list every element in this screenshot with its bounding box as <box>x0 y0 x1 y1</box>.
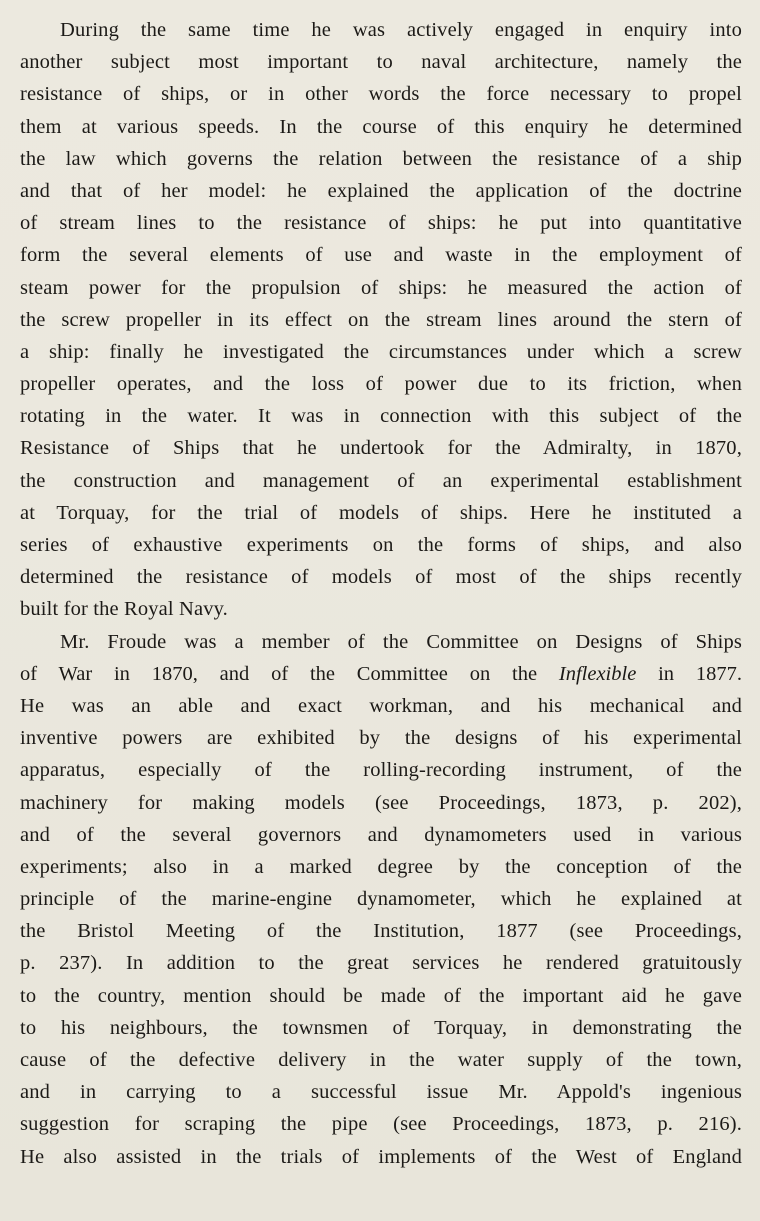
text-line: principle of the marine-engine dynamometer, which he explained at <box>20 888 742 911</box>
text-line: machinery for making models (see Proceedings, 1873, p. 202), <box>20 791 742 814</box>
text-line: a ship: finally he investigated the circumstances under which a screw <box>20 340 742 363</box>
text-line: He was an able and exact workman, and his mechanical and <box>20 694 742 717</box>
text-line: apparatus, especially of the rolling-recording instrument, of the <box>20 759 742 782</box>
text-line: the law which governs the relation between the resistance of a ship <box>20 147 742 170</box>
text-line: and in carrying to a successful issue Mr. Appold's ingenious <box>20 1081 742 1104</box>
text-line: determined the resistance of models of most of the ships recently <box>20 566 742 589</box>
text-line: and that of her model: he explained the application of the doctrine <box>20 179 742 202</box>
text-line: Mr. Froude was a member of the Committee on Designs of Ships <box>60 630 742 653</box>
text-line: rotating in the water. It was in connection with this subject of the <box>20 405 742 428</box>
text-line: the Bristol Meeting of the Institution, 1877 (see Proceedings, <box>20 920 742 943</box>
text-segment: in 1877. <box>636 662 742 685</box>
text-line: of stream lines to the resistance of ships: he put into quantitative <box>20 212 742 235</box>
text-segment: of War in 1870, and of the Committee on the <box>20 662 559 685</box>
text-line: at Torquay, for the trial of models of ships. Here he instituted a <box>20 501 742 524</box>
text-line: Resistance of Ships that he undertook for the Admiralty, in 1870, <box>20 437 742 460</box>
italic-ship-name: Inflexible <box>558 662 637 685</box>
text-line: them at various speeds. In the course of this enquiry he determined <box>20 115 742 138</box>
text-line: built for the Royal Navy. <box>20 598 228 621</box>
paragraph-resistance-of-ships <box>20 14 742 626</box>
text-line: and of the several governors and dynamometers used in various <box>20 823 742 846</box>
text-line: the construction and management of an experimental establishment <box>20 469 742 492</box>
text-line: p. 237). In addition to the great services he rendered gratuitously <box>20 952 742 975</box>
text-line: He also assisted in the trials of implements of the West of England <box>20 1145 742 1168</box>
page-text <box>20 14 742 1173</box>
text-line: series of exhaustive experiments on the forms of ships, and also <box>20 534 742 556</box>
paragraph-froude-committees <box>20 626 742 1173</box>
text-line: to the country, mention should be made of the important aid he gave <box>20 984 742 1007</box>
text-line: to his neighbours, the townsmen of Torquay, in demonstrating the <box>20 1016 742 1039</box>
text-line: form the several elements of use and waste in the employment of <box>20 244 742 267</box>
text-line: cause of the defective delivery in the water supply of the town, <box>20 1049 742 1071</box>
text-line: another subject most important to naval architecture, namely the <box>20 51 742 74</box>
text-line: suggestion for scraping the pipe (see Proceedings, 1873, p. 216). <box>20 1113 742 1136</box>
text-line-with-italic <box>20 658 742 690</box>
text-line: experiments; also in a marked degree by the conception of the <box>20 855 742 878</box>
text-line: propeller operates, and the loss of power due to its friction, when <box>20 373 742 396</box>
text-line: the screw propeller in its effect on the stream lines around the stern of <box>20 308 742 331</box>
text-line: During the same time he was actively engaged in enquiry into <box>60 19 742 41</box>
text-line: inventive powers are exhibited by the designs of his experimental <box>20 727 742 750</box>
text-line: resistance of ships, or in other words the force necessary to propel <box>20 83 742 106</box>
text-line: steam power for the propulsion of ships: he measured the action of <box>20 276 742 299</box>
